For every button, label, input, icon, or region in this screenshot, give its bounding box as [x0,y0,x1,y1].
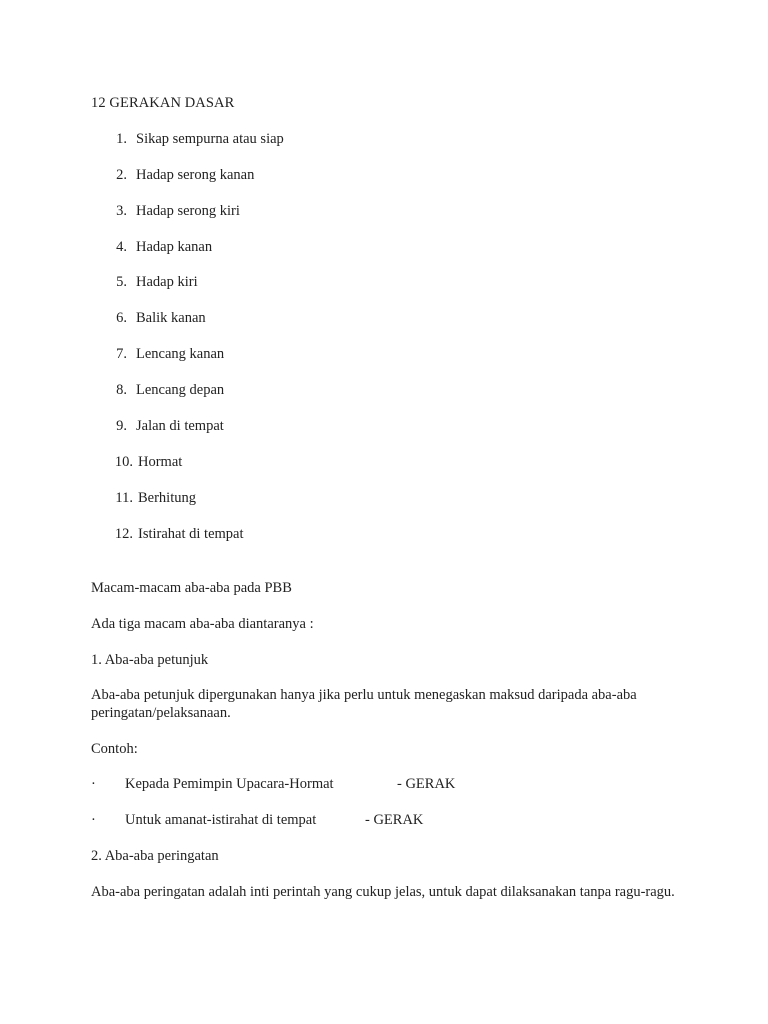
list-item-number: 9. [116,418,127,434]
list-item-number: 4. [116,239,127,255]
list-item-text: Berhitung [138,490,196,506]
bullet-text: Kepada Pemimpin Upacara-Hormat [125,776,334,792]
document-heading: 12 GERAKAN DASAR [91,95,235,111]
list-item-text: Jalan di tempat [136,418,224,434]
list-item-text: Hadap kanan [136,239,213,255]
bullet-dot: · [91,812,96,828]
list-item-number: 1. [116,131,127,147]
list-item-text: Hormat [138,454,183,470]
list-item-text: Balik kanan [136,310,206,326]
list-item-number: 10. [114,454,133,470]
list-item-number: 6. [116,310,127,326]
list-item-text: Istirahat di tempat [138,526,244,542]
list-item-text: Lencang kanan [136,346,225,362]
list-item-text: Hadap serong kanan [136,167,255,183]
list-item-number: 3. [116,203,127,219]
example-label: Contoh: [91,741,138,757]
list-item-number: 12. [114,526,133,542]
bullet-command: - GERAK [397,776,456,792]
list-item-number: 8. [116,382,127,398]
subsection-title-petunjuk: 1. Aba-aba petunjuk [91,652,209,668]
list-item-number: 2. [116,167,127,183]
intro-paragraph: Ada tiga macam aba-aba diantaranya : [91,616,314,632]
bullet-command: - GERAK [365,812,424,828]
list-item-number: 7. [116,346,127,362]
subsection-title-peringatan: 2. Aba-aba peringatan [91,848,219,864]
list-item-text: Lencang depan [136,382,225,398]
bullet-text: Untuk amanat-istirahat di tempat [125,812,317,828]
bullet-dot: · [91,776,96,792]
list-item-text: Hadap kiri [136,274,198,290]
list-item-number: 5. [116,274,127,290]
section-title: Macam-macam aba-aba pada PBB [91,580,292,596]
subsection-desc-peringatan: Aba-aba peringatan adalah inti perintah yang cukup jelas, untuk dapat dilaksanakan tanpa ragu-ragu. [91,884,675,900]
list-item-text: Hadap serong kiri [136,203,240,219]
list-item-number: 11. [115,490,133,506]
list-item-text: Sikap sempurna atau siap [136,131,284,147]
subsection-desc-petunjuk: Aba-aba petunjuk dipergunakan hanya jika perlu untuk menegaskan maksud daripada aba-aba peringatan/pelaksanaan. [91,687,637,721]
